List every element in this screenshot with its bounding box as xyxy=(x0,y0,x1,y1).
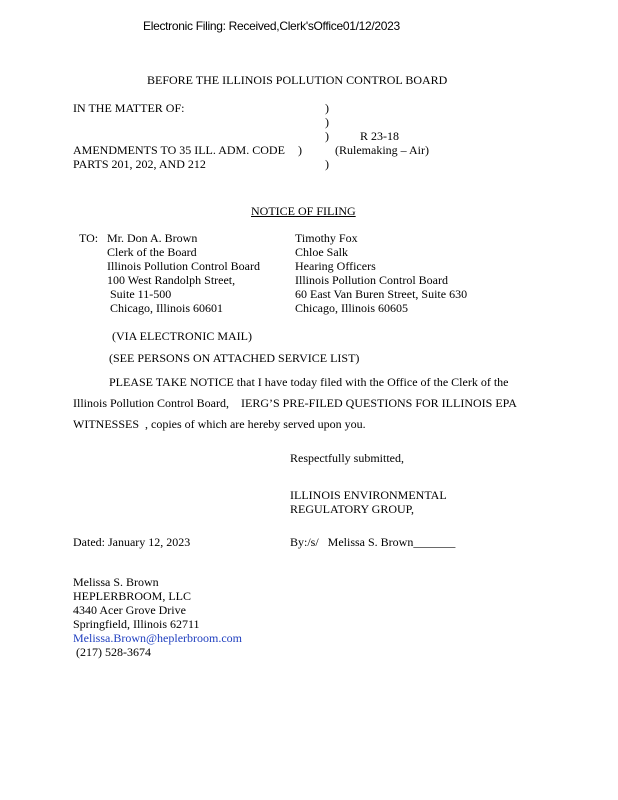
caption-paren: ) xyxy=(325,101,329,115)
recipient-clerk-org: Illinois Pollution Control Board xyxy=(107,259,261,273)
recipient-clerk-city: Chicago, Illinois 60601 xyxy=(110,301,223,315)
parts-line: PARTS 201, 202, AND 212 xyxy=(73,157,206,171)
contact-street: 4340 Acer Grove Drive xyxy=(73,603,186,617)
caption-paren: ) xyxy=(325,115,329,129)
in-the-matter-label: IN THE MATTER OF: xyxy=(73,101,185,115)
rulemaking-type: (Rulemaking – Air) xyxy=(335,143,429,157)
caption-paren: ) xyxy=(298,143,302,157)
group-name-line: ILLINOIS ENVIRONMENTAL xyxy=(290,488,447,502)
contact-firm: HEPLERBROOM, LLC xyxy=(73,589,192,603)
notice-title: NOTICE OF FILING xyxy=(251,204,356,218)
contact-phone: (217) 528-3674 xyxy=(73,645,151,659)
contact-email-link[interactable]: Melissa.Brown@heplerbroom.com xyxy=(73,631,243,645)
notice-body-line: PLEASE TAKE NOTICE that I have today filed with the Office of the Clerk of the xyxy=(109,375,509,389)
via-email-note: (VIA ELECTRONIC MAIL) xyxy=(112,329,252,343)
group-name-line: REGULATORY GROUP, xyxy=(290,502,415,516)
service-list-note: (SEE PERSONS ON ATTACHED SERVICE LIST) xyxy=(109,351,360,365)
dated-line: Dated: January 12, 2023 xyxy=(73,535,191,549)
board-heading: BEFORE THE ILLINOIS POLLUTION CONTROL BOARD xyxy=(147,73,448,87)
recipient-officer-title: Hearing Officers xyxy=(295,259,376,273)
signature-line: By:/s/ Melissa S. Brown_______ xyxy=(290,535,456,549)
recipient-officer-org: Illinois Pollution Control Board xyxy=(295,273,449,287)
contact-city: Springfield, Illinois 62711 xyxy=(73,617,200,631)
recipient-officer-2: Chloe Salk xyxy=(295,245,348,259)
docket-number: R 23-18 xyxy=(360,129,399,143)
electronic-filing-stamp: Electronic Filing: Received,Clerk'sOffice01/12/2023 xyxy=(143,19,400,33)
notice-body-line: Illinois Pollution Control Board, IERG’S PRE-FILED QUESTIONS FOR ILLINOIS EPA xyxy=(73,396,517,410)
recipient-clerk-street: 100 West Randolph Street, xyxy=(107,273,236,287)
recipient-clerk-suite: Suite 11-500 xyxy=(110,287,172,301)
caption-paren: ) xyxy=(325,129,329,143)
amendments-line: AMENDMENTS TO 35 ILL. ADM. CODE xyxy=(73,143,285,157)
recipient-clerk-name: Mr. Don A. Brown xyxy=(107,231,198,245)
notice-body-line: WITNESSES , copies of which are hereby served upon you. xyxy=(73,417,366,431)
recipient-officer-1: Timothy Fox xyxy=(295,231,358,245)
recipient-clerk-title: Clerk of the Board xyxy=(107,245,197,259)
caption-paren: ) xyxy=(325,157,329,171)
contact-name: Melissa S. Brown xyxy=(73,575,159,589)
recipient-officer-city: Chicago, Illinois 60605 xyxy=(295,301,408,315)
respectfully-submitted: Respectfully submitted, xyxy=(290,451,404,465)
to-label: TO: xyxy=(79,231,99,245)
recipient-officer-street: 60 East Van Buren Street, Suite 630 xyxy=(295,287,468,301)
